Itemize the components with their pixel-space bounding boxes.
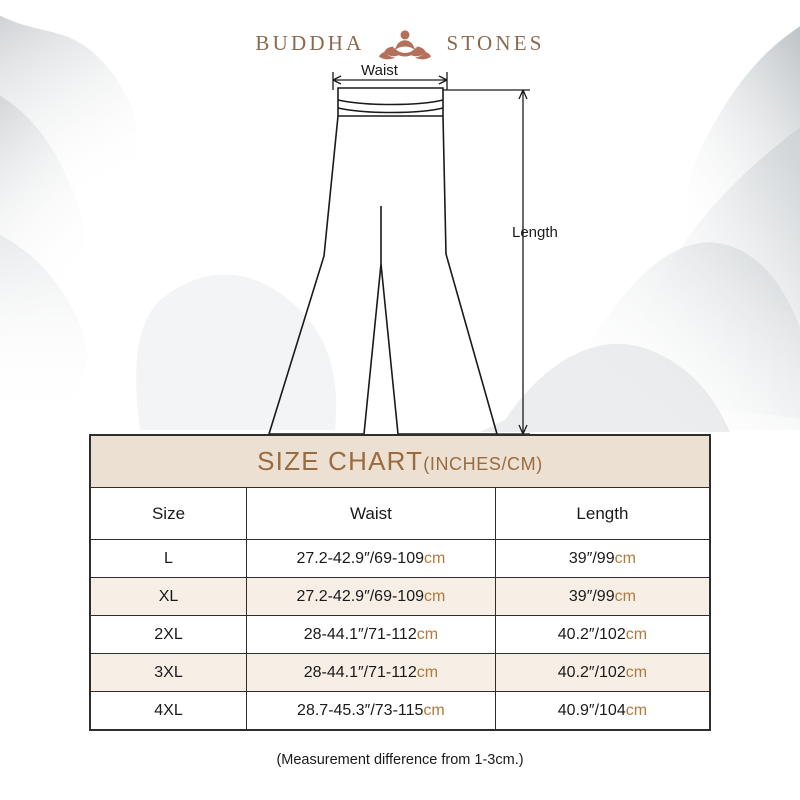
cell-length-inches: 40.2″/102	[557, 625, 626, 643]
cell-waist-unit: cm	[416, 663, 439, 681]
waist-label: Waist	[361, 62, 398, 79]
brand-header	[0, 22, 800, 64]
table-row	[91, 616, 710, 654]
length-label: Length	[512, 224, 558, 241]
cell-waist-unit: cm	[416, 625, 439, 643]
cell-length-unit: cm	[625, 701, 648, 719]
cell-size: 3XL	[91, 654, 247, 692]
column-header-length: Length	[495, 488, 709, 540]
cell-waist	[246, 616, 495, 654]
cell-waist-inches: 28-44.1″/71-112	[303, 663, 417, 681]
cell-waist-unit: cm	[424, 549, 446, 567]
brand-word-left: BUDDHA	[255, 30, 365, 55]
cell-size: 2XL	[91, 616, 247, 654]
cell-waist	[246, 578, 495, 616]
lotus-meditation-icon	[378, 22, 432, 64]
cell-length-inches: 40.2″/102	[557, 663, 626, 681]
cell-length	[495, 692, 709, 730]
column-header-size: Size	[91, 488, 247, 540]
cell-waist-inches: 27.2-42.9″/69-109	[296, 587, 424, 605]
cell-length-unit: cm	[625, 663, 648, 681]
table-header-row	[91, 488, 710, 540]
cell-waist-inches: 27.2-42.9″/69-109	[296, 549, 424, 567]
size-chart-title: SIZE CHART	[257, 446, 424, 476]
measurement-footnote: (Measurement difference from 1-3cm.)	[276, 752, 524, 768]
cell-waist-inches: 28-44.1″/71-112	[303, 625, 417, 643]
size-chart-title-cell	[91, 436, 710, 488]
cell-length-inches: 40.9″/104	[557, 701, 626, 719]
cell-length-unit: cm	[625, 625, 648, 643]
cell-length	[495, 578, 709, 616]
size-chart-table-wrap	[89, 434, 711, 731]
cell-length	[495, 616, 709, 654]
column-header-waist: Waist	[246, 488, 495, 540]
cell-waist	[246, 654, 495, 692]
table-row	[91, 540, 710, 578]
size-chart-table	[90, 435, 710, 730]
cell-waist	[246, 540, 495, 578]
brand-word-right: STONES	[446, 30, 545, 55]
table-row	[91, 578, 710, 616]
cell-waist-inches: 28.7-45.3″/73-115	[297, 701, 424, 719]
size-chart-title-row	[91, 436, 710, 488]
cell-size: XL	[91, 578, 247, 616]
wide-leg-pants-illustration	[0, 56, 800, 436]
cell-size: L	[91, 540, 247, 578]
cell-waist	[246, 692, 495, 730]
table-row	[91, 654, 710, 692]
cell-length-inches: 39″/99	[568, 549, 615, 567]
cell-size: 4XL	[91, 692, 247, 730]
cell-waist-unit: cm	[423, 701, 445, 719]
cell-length-inches: 39″/99	[568, 587, 615, 605]
cell-length	[495, 540, 709, 578]
cell-waist-unit: cm	[424, 587, 446, 605]
cell-length-unit: cm	[614, 549, 636, 567]
cell-length-unit: cm	[614, 587, 636, 605]
size-chart-title-units: (INCHES/CM)	[423, 454, 543, 474]
cell-length	[495, 654, 709, 692]
table-row	[91, 692, 710, 730]
